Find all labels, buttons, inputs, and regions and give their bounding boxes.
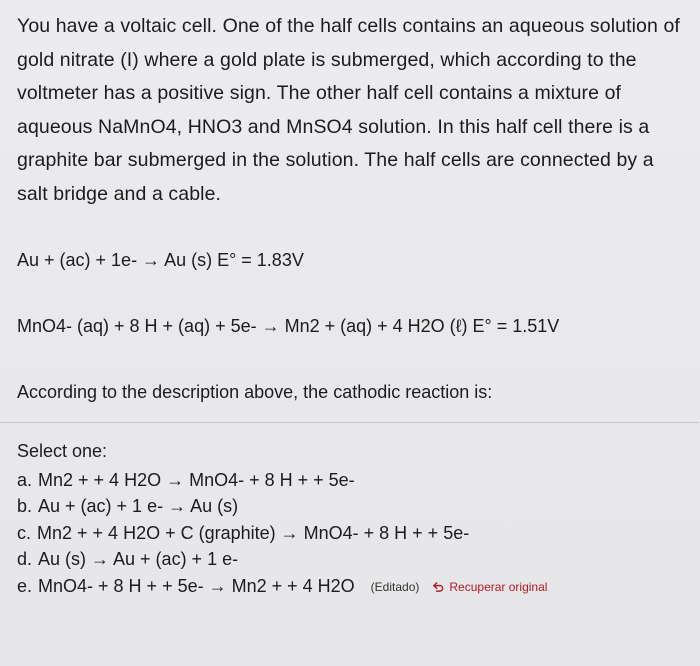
edited-tag: (Editado) [370,579,420,594]
equation-mno4: MnO4- (aq) + 8 H + (aq) + 5e- → Mn2 + (aq) + 4 H2O (ℓ) E° = 1.51V [17,315,560,336]
option-letter: e. [17,575,33,596]
option-letter: b. [17,496,33,517]
answer-options [17,467,682,600]
option-text: Mn2 + + 4 H2O → MnO4- + 8 H + + 5e- [38,469,355,490]
answer-option-e[interactable] [17,573,682,600]
option-text: Au + (ac) + 1 e- → Au (s) [38,496,239,517]
equation-au: Au + (ac) + 1e- → Au (s) E° = 1.83V [17,249,304,270]
divider [0,422,699,423]
answer-option-b[interactable] [17,493,682,520]
option-text: Au (s) → Au + (ac) + 1 e- [38,549,239,570]
question-prompt: According to the description above, the cathodic reaction is: [17,381,493,402]
restore-original-label: Recuperar original [449,579,548,594]
option-letter: a. [17,469,33,490]
answer-option-a[interactable] [17,467,682,494]
option-letter: d. [17,549,33,570]
answer-option-d[interactable] [17,546,682,573]
option-text: Mn2 + + 4 H2O + C (graphite) → MnO4- + 8 H + + 5e- [37,522,470,543]
option-letter: c. [17,522,32,543]
undo-arrow-icon [433,581,444,592]
answer-option-c[interactable] [17,520,682,547]
question-text: You have a voltaic cell. One of the half cells contains an aqueous solution of gold nitrate (I) where a gold plate is submerged, which according to the voltmeter has a positive sign. The other half cell contains a mixture of aqueous NaMnO4, HNO3 and MnSO4 solution. In this half cell there is a graphite bar submerged in the solution. The half cells are connected by a salt bridge and a cable. [17,15,680,205]
select-one-label: Select one: [17,440,108,461]
option-text: MnO4- + 8 H + + 5e- → Mn2 + + 4 H2O [38,575,355,596]
restore-original-link[interactable] [433,576,547,598]
